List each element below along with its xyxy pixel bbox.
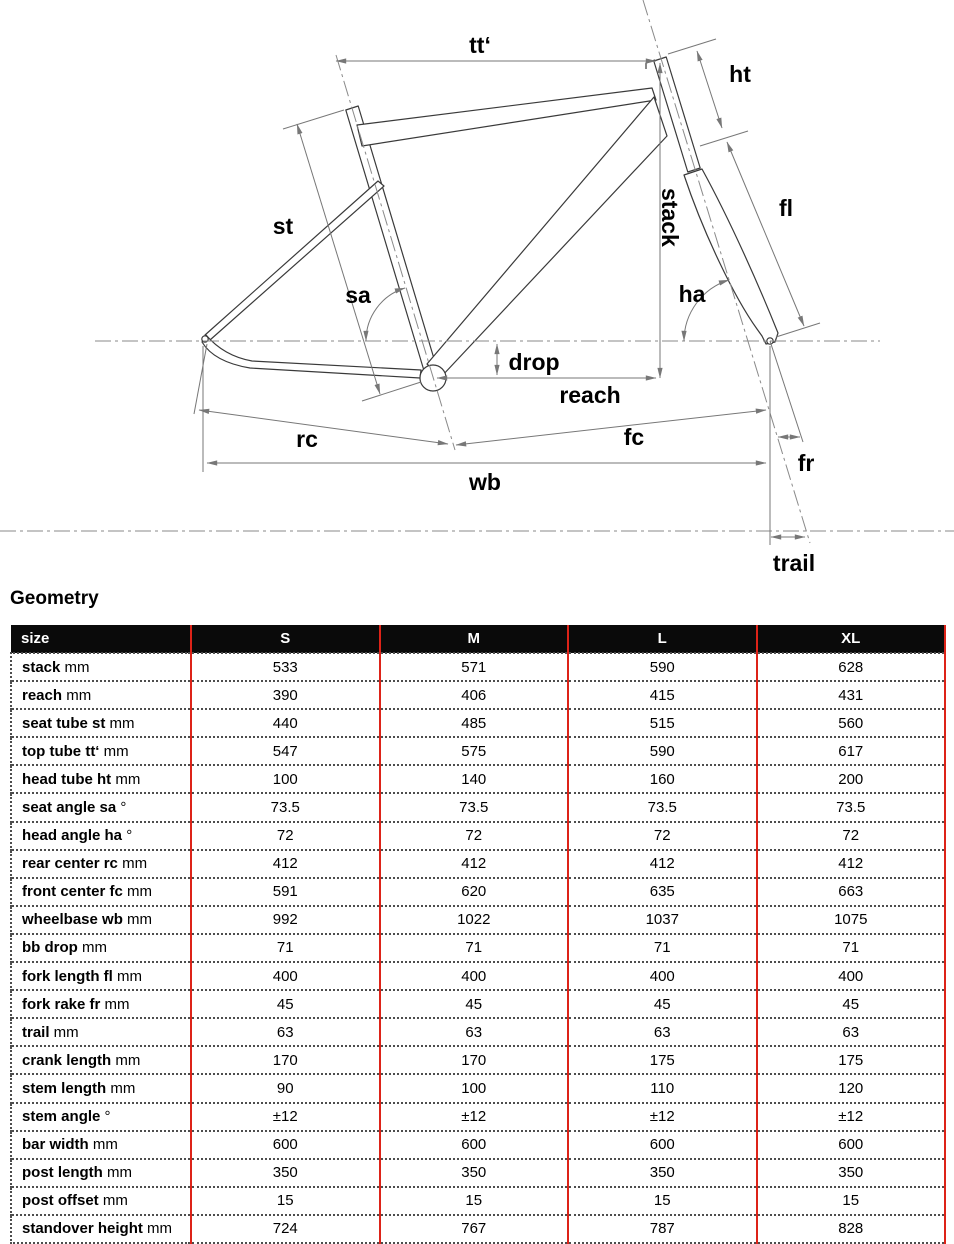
table-row xyxy=(11,737,945,765)
page-title: Geometry xyxy=(10,588,99,609)
value-cell: 72 xyxy=(568,822,757,850)
ht-ext-bottom xyxy=(700,131,748,146)
table-row xyxy=(11,1074,945,1102)
row-label: bb drop mm xyxy=(11,934,191,962)
value-cell: 45 xyxy=(191,990,380,1018)
row-label: trail mm xyxy=(11,1018,191,1046)
value-cell: 515 xyxy=(568,709,757,737)
steering-axis xyxy=(643,0,810,543)
value-cell: 175 xyxy=(568,1046,757,1074)
value-cell: 412 xyxy=(757,850,946,878)
value-cell: 63 xyxy=(191,1018,380,1046)
value-cell: 175 xyxy=(757,1046,946,1074)
geometry-table-body xyxy=(11,653,945,1243)
value-cell: 72 xyxy=(380,822,569,850)
size-col-header: M xyxy=(380,625,569,653)
value-cell: 663 xyxy=(757,878,946,906)
value-cell: 828 xyxy=(757,1215,946,1243)
value-cell: 15 xyxy=(380,1187,569,1215)
seat-stays xyxy=(205,181,384,340)
value-cell: 560 xyxy=(757,709,946,737)
value-cell: 400 xyxy=(757,962,946,990)
value-cell: 110 xyxy=(568,1074,757,1102)
table-row xyxy=(11,850,945,878)
label-wb: wb xyxy=(469,469,501,495)
value-cell: 431 xyxy=(757,681,946,709)
label-tt: tt‘ xyxy=(469,32,491,58)
value-cell: 635 xyxy=(568,878,757,906)
table-row xyxy=(11,822,945,850)
value-cell: 71 xyxy=(191,934,380,962)
row-label: fork length fl mm xyxy=(11,962,191,990)
row-label: front center fc mm xyxy=(11,878,191,906)
value-cell: 72 xyxy=(757,822,946,850)
row-label: bar width mm xyxy=(11,1131,191,1159)
row-label: stem length mm xyxy=(11,1074,191,1102)
size-header-label: size xyxy=(11,625,191,653)
value-cell: 73.5 xyxy=(757,793,946,821)
row-label: stem angle ° xyxy=(11,1103,191,1131)
head-tube xyxy=(654,57,700,172)
value-cell: 767 xyxy=(380,1215,569,1243)
value-cell: 600 xyxy=(191,1131,380,1159)
table-row xyxy=(11,990,945,1018)
row-label: crank length mm xyxy=(11,1046,191,1074)
value-cell: 100 xyxy=(380,1074,569,1102)
row-label: stack mm xyxy=(11,653,191,681)
value-cell: 350 xyxy=(380,1159,569,1187)
table-row xyxy=(11,1046,945,1074)
ht-ext-top xyxy=(668,39,716,54)
value-cell: 571 xyxy=(380,653,569,681)
value-cell: 992 xyxy=(191,906,380,934)
value-cell: 406 xyxy=(380,681,569,709)
value-cell: 45 xyxy=(568,990,757,1018)
label-stack: stack xyxy=(657,188,683,247)
value-cell: 1037 xyxy=(568,906,757,934)
down-tube xyxy=(427,97,667,377)
value-cell: 412 xyxy=(568,850,757,878)
size-col-header: XL xyxy=(757,625,946,653)
row-label: seat tube st mm xyxy=(11,709,191,737)
value-cell: 575 xyxy=(380,737,569,765)
value-cell: 15 xyxy=(568,1187,757,1215)
value-cell: 120 xyxy=(757,1074,946,1102)
row-label: standover height mm xyxy=(11,1215,191,1243)
label-st: st xyxy=(272,213,294,239)
table-row xyxy=(11,765,945,793)
bike-geometry-diagram xyxy=(0,0,954,585)
value-cell: 620 xyxy=(380,878,569,906)
value-cell: ±12 xyxy=(191,1103,380,1131)
value-cell: 547 xyxy=(191,737,380,765)
row-label: fork rake fr mm xyxy=(11,990,191,1018)
value-cell: 72 xyxy=(191,822,380,850)
table-row xyxy=(11,1018,945,1046)
size-col-header: S xyxy=(191,625,380,653)
value-cell: 412 xyxy=(380,850,569,878)
label-ht: ht xyxy=(729,61,751,87)
value-cell: 590 xyxy=(568,653,757,681)
row-label: head angle ha ° xyxy=(11,822,191,850)
value-cell: 73.5 xyxy=(380,793,569,821)
value-cell: 63 xyxy=(757,1018,946,1046)
top-tube xyxy=(357,88,656,146)
table-row xyxy=(11,653,945,681)
st-ext-top xyxy=(283,110,344,129)
value-cell: 350 xyxy=(568,1159,757,1187)
table-row xyxy=(11,906,945,934)
label-reach: reach xyxy=(559,382,621,408)
value-cell: 787 xyxy=(568,1215,757,1243)
value-cell: 617 xyxy=(757,737,946,765)
value-cell: 600 xyxy=(380,1131,569,1159)
label-fc: fc xyxy=(623,424,645,450)
table-row xyxy=(11,1159,945,1187)
table-row xyxy=(11,1215,945,1243)
value-cell: 400 xyxy=(568,962,757,990)
label-rc: rc xyxy=(296,426,318,452)
value-cell: 350 xyxy=(757,1159,946,1187)
value-cell: 71 xyxy=(568,934,757,962)
fl-ext-axle xyxy=(776,323,820,337)
value-cell: 400 xyxy=(191,962,380,990)
value-cell: 350 xyxy=(191,1159,380,1187)
value-cell: 170 xyxy=(191,1046,380,1074)
table-row xyxy=(11,962,945,990)
value-cell: 591 xyxy=(191,878,380,906)
value-cell: 485 xyxy=(380,709,569,737)
value-cell: 170 xyxy=(380,1046,569,1074)
value-cell: 73.5 xyxy=(568,793,757,821)
row-label: seat angle sa ° xyxy=(11,793,191,821)
value-cell: ±12 xyxy=(568,1103,757,1131)
value-cell: 15 xyxy=(757,1187,946,1215)
row-label: reach mm xyxy=(11,681,191,709)
value-cell: 73.5 xyxy=(191,793,380,821)
value-cell: 390 xyxy=(191,681,380,709)
rc-ext-rear xyxy=(194,344,207,414)
value-cell: 412 xyxy=(191,850,380,878)
label-trail: trail xyxy=(772,550,816,576)
sa-angle-arc xyxy=(366,288,405,341)
table-row xyxy=(11,878,945,906)
label-ha: ha xyxy=(678,281,706,307)
value-cell: 200 xyxy=(757,765,946,793)
row-label: top tube tt‘ mm xyxy=(11,737,191,765)
row-label: wheelbase wb mm xyxy=(11,906,191,934)
value-cell: 600 xyxy=(568,1131,757,1159)
value-cell: 160 xyxy=(568,765,757,793)
value-cell: 440 xyxy=(191,709,380,737)
table-row xyxy=(11,1131,945,1159)
value-cell: 45 xyxy=(757,990,946,1018)
value-cell: 63 xyxy=(568,1018,757,1046)
table-row xyxy=(11,934,945,962)
value-cell: 90 xyxy=(191,1074,380,1102)
value-cell: 724 xyxy=(191,1215,380,1243)
table-row xyxy=(11,1103,945,1131)
value-cell: 140 xyxy=(380,765,569,793)
value-cell: 1075 xyxy=(757,906,946,934)
table-row xyxy=(11,709,945,737)
value-cell: 63 xyxy=(380,1018,569,1046)
value-cell: 71 xyxy=(757,934,946,962)
size-col-header: L xyxy=(568,625,757,653)
value-cell: 71 xyxy=(380,934,569,962)
ht-dim-line xyxy=(697,51,722,128)
label-fl: fl xyxy=(778,195,794,221)
table-row xyxy=(11,793,945,821)
geometry-table xyxy=(10,625,944,1244)
fork-offset-line xyxy=(770,341,803,442)
value-cell: 100 xyxy=(191,765,380,793)
row-label: head tube ht mm xyxy=(11,765,191,793)
label-fr: fr xyxy=(797,450,815,476)
rc-dim-line xyxy=(199,410,448,444)
value-cell: 415 xyxy=(568,681,757,709)
row-label: post offset mm xyxy=(11,1187,191,1215)
value-cell: 533 xyxy=(191,653,380,681)
value-cell: 400 xyxy=(380,962,569,990)
value-cell: 45 xyxy=(380,990,569,1018)
value-cell: ±12 xyxy=(380,1103,569,1131)
value-cell: 15 xyxy=(191,1187,380,1215)
label-sa: sa xyxy=(345,282,371,308)
value-cell: 628 xyxy=(757,653,946,681)
value-cell: ±12 xyxy=(757,1103,946,1131)
value-cell: 590 xyxy=(568,737,757,765)
value-cell: 600 xyxy=(757,1131,946,1159)
value-cell: 1022 xyxy=(380,906,569,934)
row-label: post length mm xyxy=(11,1159,191,1187)
fc-dim-line xyxy=(456,410,766,445)
table-row xyxy=(11,1187,945,1215)
size-header-row xyxy=(11,625,945,653)
table-row xyxy=(11,681,945,709)
label-drop: drop xyxy=(508,349,560,375)
st-ext-bottom xyxy=(362,382,421,401)
fork-blade xyxy=(684,169,778,344)
row-label: rear center rc mm xyxy=(11,850,191,878)
